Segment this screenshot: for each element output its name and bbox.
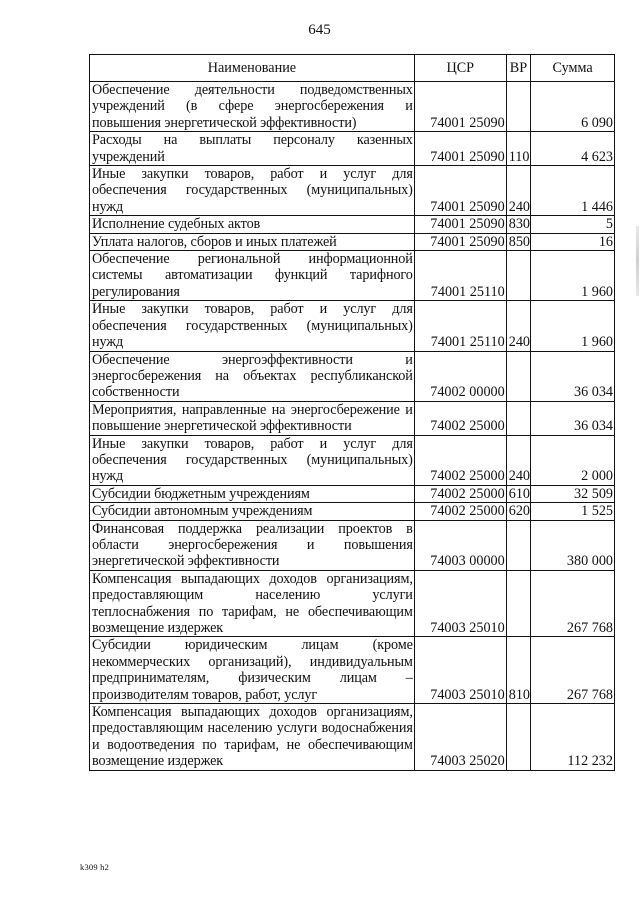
row-csr: 74003 00000 [414,520,506,570]
row-vr [506,351,531,401]
row-sum: 1 525 [531,503,615,520]
row-name: Расходы на выплаты персоналу казенных учреждений [90,132,415,166]
row-csr: 74003 25010 [414,637,506,704]
row-sum: 380 000 [531,520,615,570]
row-vr [506,570,531,637]
table-row [90,704,615,771]
row-vr: 620 [506,503,531,520]
row-name: Субсидии юридическим лицам (кроме некоммерческих организаций), индивидуальным предпринимателям, физическим лицам – производителям товаров, работ, услуг [90,637,415,704]
row-name: Уплата налогов, сборов и иных платежей [90,233,415,250]
row-name: Исполнение судебных актов [90,216,415,233]
row-name: Финансовая поддержка реализации проектов в области энергосбережения и повышения энергетической эффективности [90,520,415,570]
row-sum: 267 768 [531,570,615,637]
row-sum: 2 000 [531,435,615,485]
row-vr: 830 [506,216,531,233]
row-sum: 1 960 [531,301,615,351]
row-vr: 240 [506,166,531,216]
header-csr: ЦСР [414,55,506,82]
header-sum: Сумма [531,55,615,82]
page-number: 645 [308,22,331,38]
table-row [90,503,615,520]
table-row [90,82,615,132]
row-sum: 6 090 [531,82,615,132]
table-header-row [90,55,615,82]
row-name: Субсидии бюджетным учреждениям [90,485,415,502]
table-row [90,166,615,216]
row-csr: 74002 25000 [414,401,506,435]
row-vr [506,82,531,132]
row-name: Мероприятия, направленные на энергосбережение и повышение энергетической эффективности [90,401,415,435]
row-vr: 810 [506,637,531,704]
row-vr: 110 [506,132,531,166]
row-sum: 32 509 [531,485,615,502]
table-row [90,351,615,401]
row-csr: 74001 25110 [414,301,506,351]
row-vr [506,401,531,435]
table-row [90,301,615,351]
row-name: Субсидии автономным учреждениям [90,503,415,520]
row-name: Иные закупки товаров, работ и услуг для обеспечения государственных (муниципальных) нужд [90,301,415,351]
table-row [90,637,615,704]
row-vr: 610 [506,485,531,502]
row-csr: 74002 25000 [414,435,506,485]
row-name: Обеспечение энергоэффективности и энергосбережения на объектах республиканской собственности [90,351,415,401]
row-vr [506,520,531,570]
row-sum: 112 232 [531,704,615,771]
table-row [90,520,615,570]
row-name: Обеспечение деятельности подведомственных учреждений (в сфере энергосбережения и повышения энергетической эффективности) [90,82,415,132]
row-csr: 74001 25090 [414,82,506,132]
row-vr [506,251,531,301]
row-sum: 16 [531,233,615,250]
row-vr: 240 [506,301,531,351]
budget-table [89,54,615,771]
row-sum: 4 623 [531,132,615,166]
row-name: Иные закупки товаров, работ и услуг для обеспечения государственных (муниципальных) нужд [90,435,415,485]
row-csr: 74002 25000 [414,503,506,520]
row-csr: 74001 25090 [414,132,506,166]
table-row [90,233,615,250]
row-sum: 1 446 [531,166,615,216]
row-sum: 1 960 [531,251,615,301]
row-csr: 74002 00000 [414,351,506,401]
row-name: Компенсация выпадающих доходов организациям, предоставляющим населению услуги водоснабжения и водоотведения по тарифам, не обеспечивающим возмещение издержек [90,704,415,771]
table-row [90,401,615,435]
row-sum: 36 034 [531,351,615,401]
row-vr: 240 [506,435,531,485]
row-csr: 74003 25020 [414,704,506,771]
row-csr: 74001 25090 [414,166,506,216]
table-row [90,435,615,485]
row-csr: 74001 25110 [414,251,506,301]
row-sum: 36 034 [531,401,615,435]
footer-code: k309 h2 [80,862,110,872]
row-csr: 74001 25090 [414,233,506,250]
table-row [90,485,615,502]
row-vr [506,704,531,771]
row-name: Компенсация выпадающих доходов организациям, предоставляющим населению услуги теплоснабжения по тарифам, не обеспечивающим возмещение издержек [90,570,415,637]
row-sum: 267 768 [531,637,615,704]
row-vr: 850 [506,233,531,250]
header-vr: ВР [506,55,531,82]
row-csr: 74003 25010 [414,570,506,637]
row-csr: 74002 25000 [414,485,506,502]
table-row [90,216,615,233]
row-name: Иные закупки товаров, работ и услуг для обеспечения государственных (муниципальных) нужд [90,166,415,216]
row-name: Обеспечение региональной информационной системы автоматизации функций тарифного регулирования [90,251,415,301]
table-row [90,251,615,301]
table-row [90,570,615,637]
table-row [90,132,615,166]
row-csr: 74001 25090 [414,216,506,233]
header-name: Наименование [90,55,415,82]
row-sum: 5 [531,216,615,233]
